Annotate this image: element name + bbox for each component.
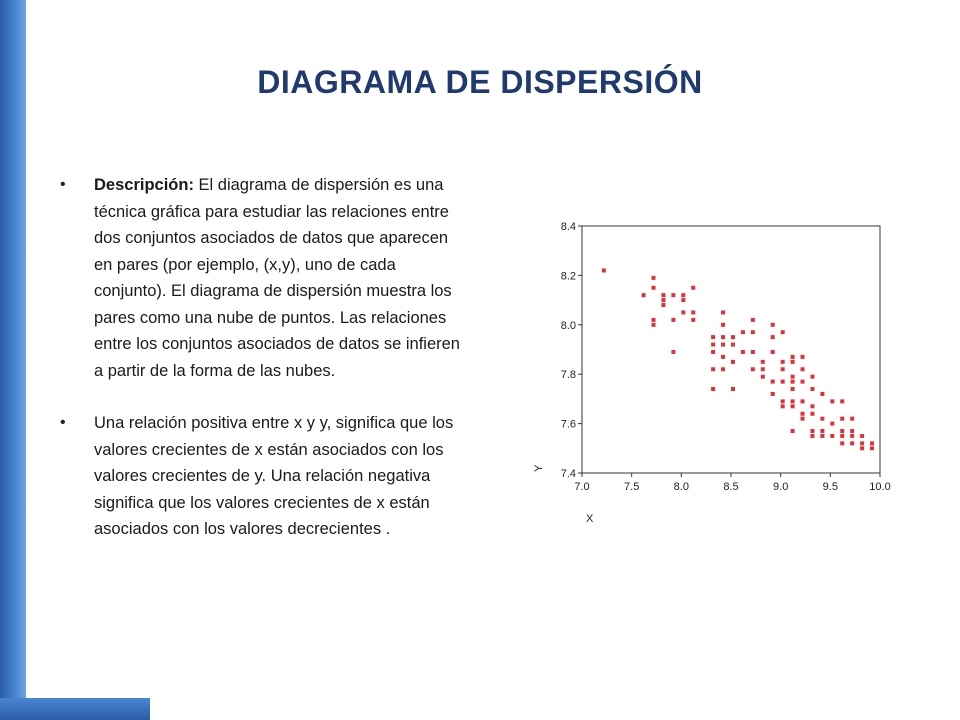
data-point (661, 293, 665, 297)
data-point (771, 323, 775, 327)
data-point (771, 350, 775, 354)
x-tick-label: 8.5 (723, 481, 739, 493)
data-point (711, 387, 715, 391)
bottom-accent-bar (0, 698, 150, 720)
data-point (681, 310, 685, 314)
data-point (741, 350, 745, 354)
data-point (721, 323, 725, 327)
data-point (781, 360, 785, 364)
x-tick-label: 7.0 (574, 481, 590, 493)
data-point (850, 434, 854, 438)
y-tick-label: 7.8 (560, 369, 576, 382)
data-point (840, 434, 844, 438)
data-point (741, 330, 745, 334)
x-tick-label: 7.5 (624, 481, 640, 493)
data-point (781, 404, 785, 408)
data-point (751, 330, 755, 334)
data-point (820, 434, 824, 438)
data-point (711, 335, 715, 339)
data-point (820, 429, 824, 433)
data-point (870, 446, 874, 450)
data-point (810, 434, 814, 438)
data-point (791, 355, 795, 359)
data-point (840, 399, 844, 403)
data-point (801, 399, 805, 403)
data-point (840, 429, 844, 433)
slide-title: DIAGRAMA DE DISPERSIÓN (257, 64, 703, 100)
data-point (791, 429, 795, 433)
data-point (810, 412, 814, 416)
data-point (820, 417, 824, 421)
relation-text: Una relación positiva entre x y y, significa que los valores crecientes de x están asociados con los valores crecientes de y. Una relación negativa significa que los valores crecientes de x están asociados con los valores decrecientes . (94, 414, 454, 538)
data-point (751, 367, 755, 371)
data-point (751, 318, 755, 322)
data-point (801, 355, 805, 359)
data-point (652, 318, 656, 322)
description-text: El diagrama de dispersión es una técnica gráfica para estudiar las relaciones entre dos conjuntos asociados de datos que aparecen en pares (por ejemplo, (x,y), uno de cada conjunto). El diagrama de dispersión muestra los pares como una nube de puntos. Las relaciones entre los conjuntos asociados de datos se infieren a partir de la forma de las nubes. (94, 176, 460, 380)
data-point (721, 310, 725, 314)
data-point (711, 350, 715, 354)
description-label: Descripción: (94, 176, 194, 194)
y-tick-label: 8.2 (560, 270, 576, 283)
data-point (671, 293, 675, 297)
y-tick-label: 7.6 (560, 418, 576, 431)
plot-area (582, 226, 880, 473)
data-point (761, 360, 765, 364)
bullet-dot-icon: • (60, 176, 66, 193)
bullet-description (60, 172, 460, 384)
data-point (731, 360, 735, 364)
data-point (810, 429, 814, 433)
data-point (791, 404, 795, 408)
bullet-relation (60, 410, 460, 543)
data-point (671, 318, 675, 322)
data-point (721, 355, 725, 359)
data-point (731, 335, 735, 339)
data-point (661, 298, 665, 302)
bullet-list (60, 172, 460, 543)
data-point (711, 367, 715, 371)
data-point (810, 387, 814, 391)
data-point (791, 399, 795, 403)
x-tick-label: 8.0 (673, 481, 689, 493)
data-point (681, 298, 685, 302)
x-tick-label: 9.0 (773, 481, 789, 493)
data-point (681, 293, 685, 297)
data-point (781, 330, 785, 334)
data-point (602, 268, 606, 272)
data-point (791, 380, 795, 384)
x-axis-label: X (586, 513, 594, 525)
data-point (771, 380, 775, 384)
data-point (671, 350, 675, 354)
data-point (820, 392, 824, 396)
bullet-dot-icon: • (60, 414, 66, 431)
data-point (781, 399, 785, 403)
y-tick-label: 8.4 (560, 221, 576, 233)
data-point (830, 399, 834, 403)
data-point (810, 375, 814, 379)
data-point (850, 429, 854, 433)
data-point (642, 293, 646, 297)
data-point (791, 387, 795, 391)
y-tick-label: 8.0 (560, 319, 576, 332)
data-point (830, 434, 834, 438)
data-point (721, 343, 725, 347)
data-point (721, 335, 725, 339)
left-accent-bar (0, 0, 26, 720)
data-point (731, 343, 735, 347)
data-point (652, 323, 656, 327)
x-tick-label: 10.0 (869, 481, 891, 493)
data-point (652, 276, 656, 280)
y-tick-group (561, 221, 582, 480)
data-point (830, 422, 834, 426)
data-point (652, 286, 656, 290)
y-axis-label: Y (533, 464, 545, 472)
data-point (840, 417, 844, 421)
data-point (870, 441, 874, 445)
data-point (691, 286, 695, 290)
data-point (771, 392, 775, 396)
data-point (661, 303, 665, 307)
data-point (860, 446, 864, 450)
data-point (801, 412, 805, 416)
data-point (791, 360, 795, 364)
data-point (801, 417, 805, 421)
data-point (781, 380, 785, 384)
data-point (840, 441, 844, 445)
x-tick-group (574, 473, 890, 493)
data-point (691, 310, 695, 314)
data-point (761, 367, 765, 371)
data-point (850, 441, 854, 445)
data-point (801, 380, 805, 384)
data-point (771, 335, 775, 339)
data-point (850, 417, 854, 421)
data-point (721, 367, 725, 371)
data-point (781, 367, 785, 371)
y-tick-label: 7.4 (560, 468, 576, 480)
data-point (761, 375, 765, 379)
data-point (711, 343, 715, 347)
data-point (731, 387, 735, 391)
data-point (801, 367, 805, 371)
data-point (810, 404, 814, 408)
x-tick-label: 9.5 (822, 481, 838, 493)
data-point (791, 375, 795, 379)
data-point (751, 350, 755, 354)
data-point (860, 434, 864, 438)
data-point (691, 318, 695, 322)
data-point (860, 441, 864, 445)
scatter-chart (520, 210, 900, 530)
